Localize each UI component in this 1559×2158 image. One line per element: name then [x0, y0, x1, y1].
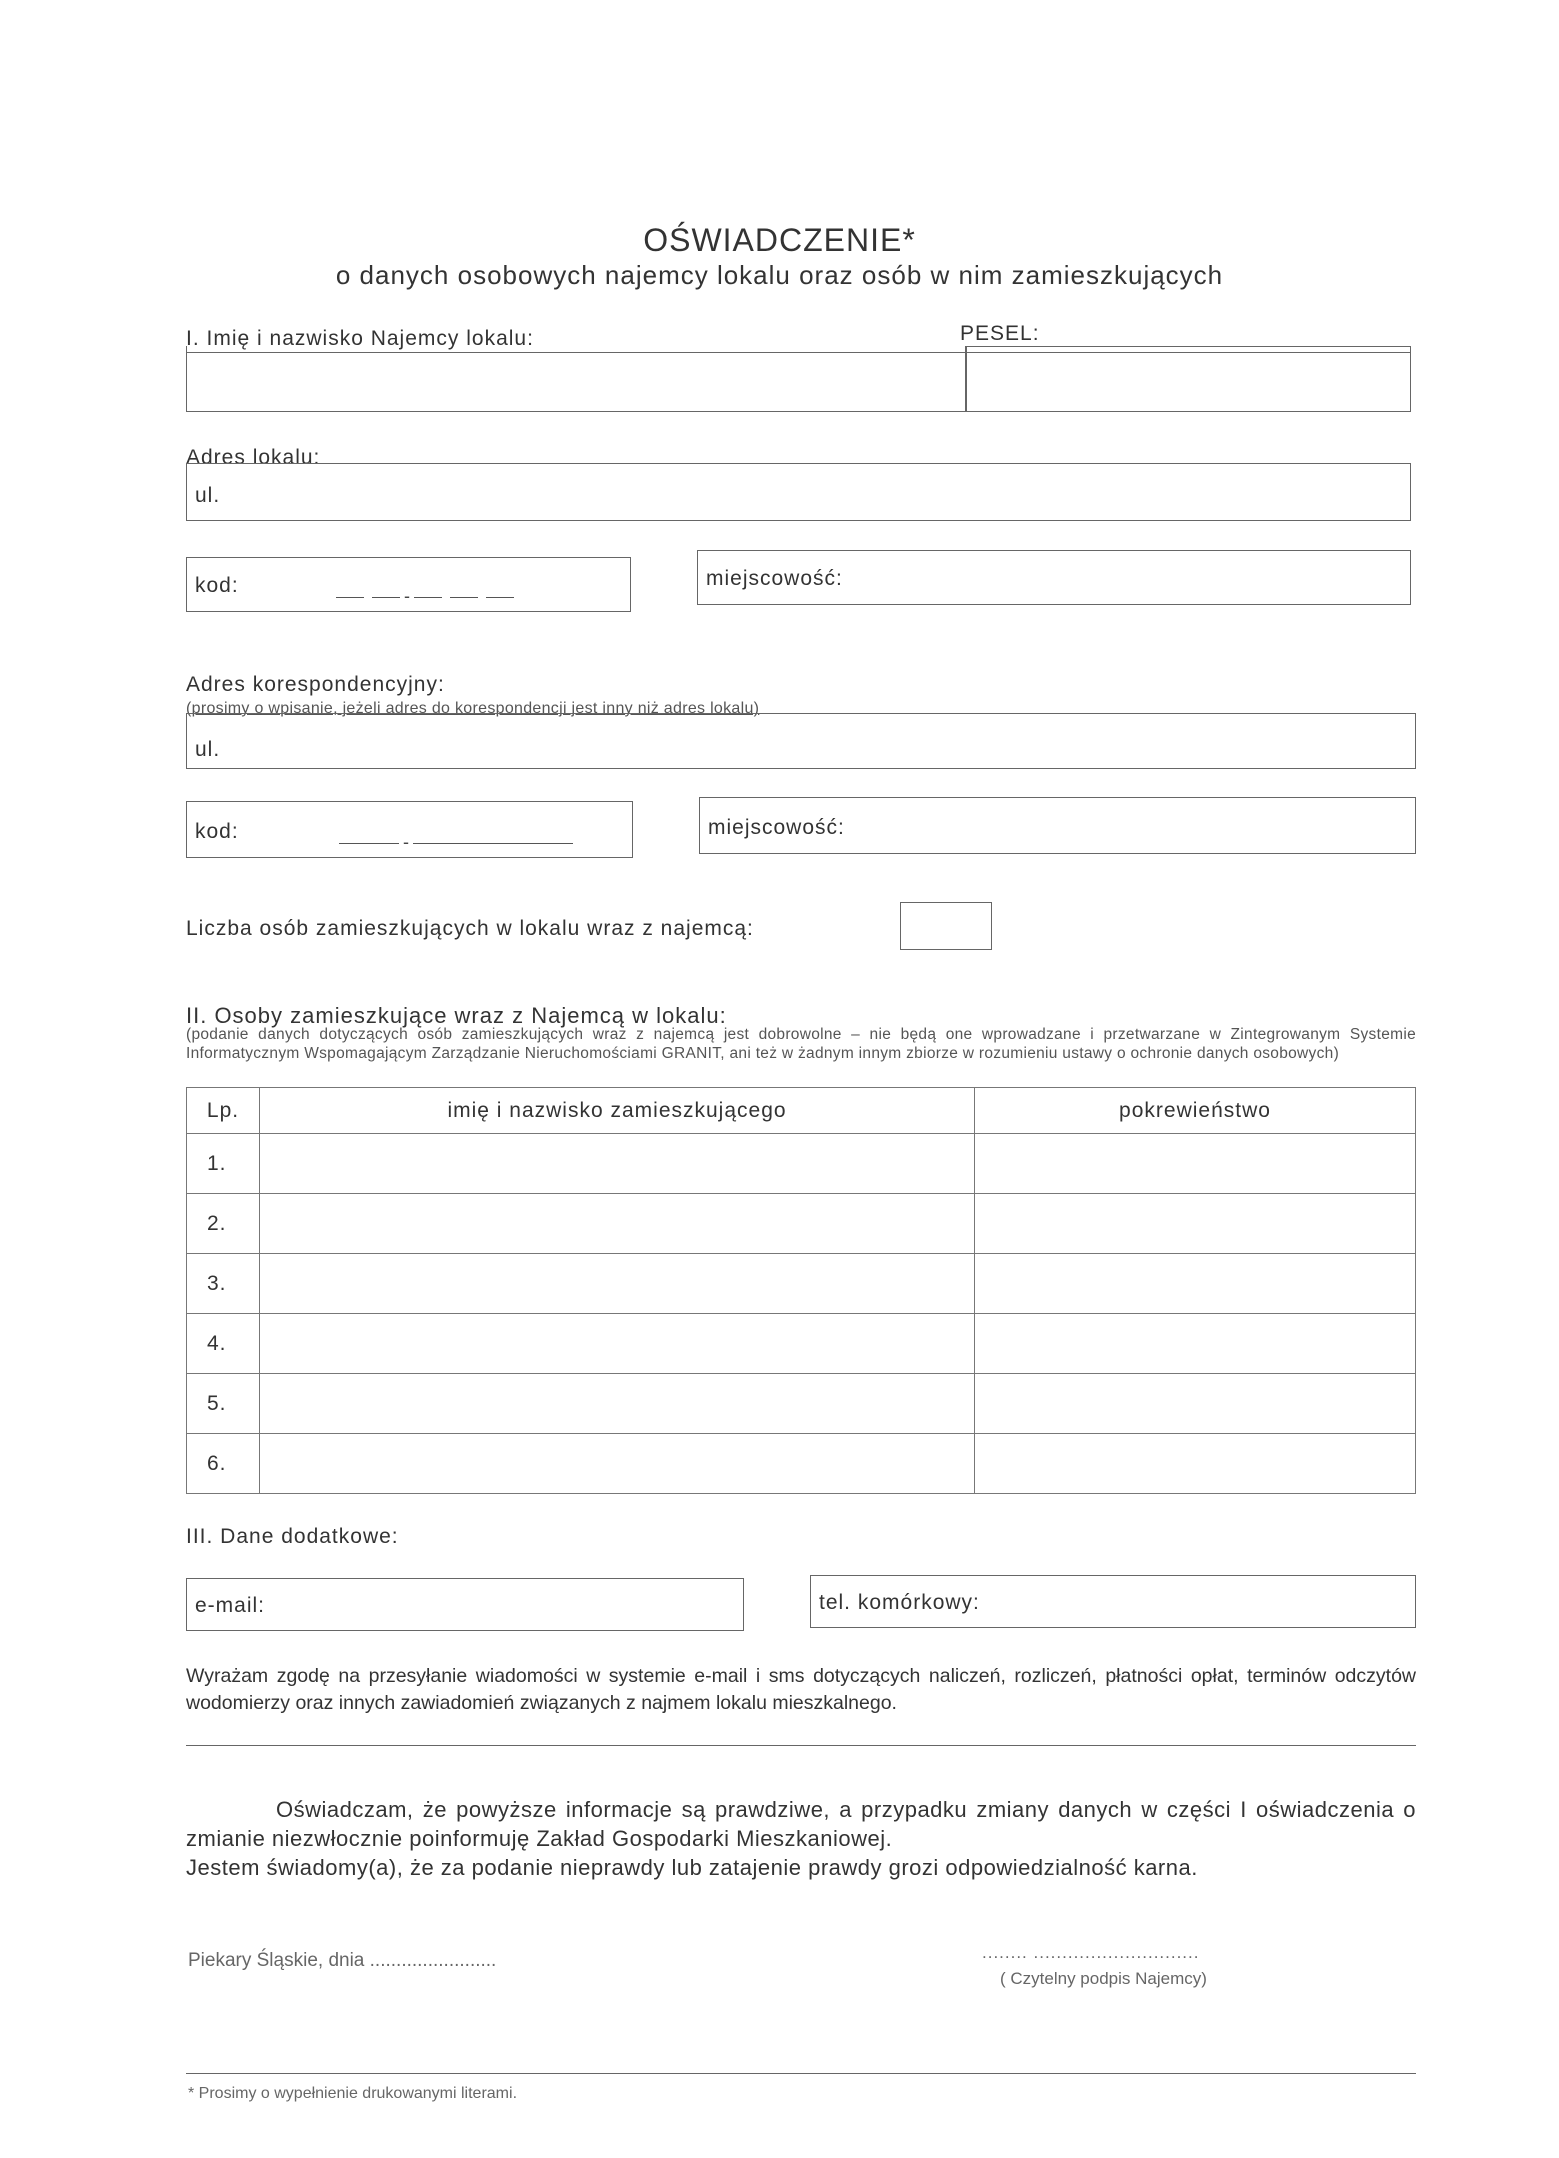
row-lp: 1. — [187, 1134, 260, 1194]
row-relation-cell[interactable] — [975, 1194, 1416, 1254]
phone-field[interactable] — [810, 1575, 1416, 1628]
footnote-divider — [186, 2073, 1416, 2074]
corr-city-field[interactable] — [699, 797, 1416, 854]
street-field[interactable] — [186, 463, 1411, 521]
row-relation-cell[interactable] — [975, 1314, 1416, 1374]
row-name-cell[interactable] — [260, 1194, 975, 1254]
email-field[interactable] — [186, 1578, 744, 1631]
tenant-name-field[interactable] — [186, 346, 966, 412]
tenant-name-label: I. Imię i nazwisko Najemcy lokalu: — [186, 327, 534, 350]
col-header-relation: pokrewieństwo — [975, 1088, 1416, 1134]
consent-divider — [186, 1745, 1416, 1746]
section2-note: (podanie danych dotyczących osób zamieszkujących wraz z najemcą jest dobrowolne – nie będą one wprowadzane i przetwarzane w Zintegrowanym Systemie Informatycznym Wspomagającym Zarządzanie Nieruchomościami GRANIT, ani też w żadnym innym zbiorze w rozumieniu ustawy o ochronie danych osobowych) — [186, 1026, 1416, 1062]
table-row — [187, 1374, 1416, 1434]
place-date[interactable]: Piekary Śląskie, dnia ........................ — [188, 1950, 497, 1971]
row-name-cell[interactable] — [260, 1254, 975, 1314]
document-subtitle: o danych osobowych najemcy lokalu oraz osób w nim zamieszkujących — [335, 260, 1224, 290]
postcode-label: kod: — [195, 574, 239, 597]
col-header-name: imię i nazwisko zamieszkującego — [260, 1088, 975, 1134]
address-label: Adres lokalu: — [186, 446, 321, 469]
corr-postcode-dashes: - — [335, 832, 577, 853]
corr-address-label: Adres korespondencyjny: — [186, 673, 445, 696]
table-row — [187, 1134, 1416, 1194]
phone-label: tel. komórkowy: — [819, 1591, 980, 1614]
occupants-table — [186, 1087, 1416, 1494]
street-label: ul. — [195, 484, 221, 507]
table-header-row — [187, 1088, 1416, 1134]
row-relation-cell[interactable] — [975, 1434, 1416, 1494]
table-row — [187, 1314, 1416, 1374]
pesel-label: PESEL: — [960, 322, 1040, 345]
footnote: * Prosimy o wypełnienie drukowanymi literami. — [188, 2085, 518, 2102]
postcode-field[interactable] — [186, 557, 631, 612]
email-label: e-mail: — [195, 1594, 266, 1617]
section3-heading: III. Dane dodatkowe: — [186, 1525, 399, 1548]
corr-city-label: miejscowość: — [708, 816, 845, 839]
row-lp: 5. — [187, 1374, 260, 1434]
corr-postcode-label: kod: — [195, 820, 239, 843]
row-relation-cell[interactable] — [975, 1254, 1416, 1314]
pesel-field[interactable] — [966, 346, 1411, 412]
row-relation-cell[interactable] — [975, 1134, 1416, 1194]
table-row — [187, 1434, 1416, 1494]
occupants-count-field[interactable] — [900, 902, 992, 950]
row-name-cell[interactable] — [260, 1134, 975, 1194]
city-field[interactable] — [697, 550, 1411, 605]
row-lp: 6. — [187, 1434, 260, 1494]
row-lp: 3. — [187, 1254, 260, 1314]
table-row — [187, 1194, 1416, 1254]
signature-line[interactable]: ........ ............................. — [982, 1943, 1200, 1962]
col-header-lp: Lp. — [187, 1088, 260, 1134]
corr-postcode-field[interactable] — [186, 801, 633, 858]
declaration-text-2: Jestem świadomy(a), że za podanie nieprawdy lub zatajenie prawdy grozi odpowiedzialność karna. — [186, 1855, 1198, 1880]
row-name-cell[interactable] — [260, 1434, 975, 1494]
occupants-count-label: Liczba osób zamieszkujących w lokalu wraz z najemcą: — [186, 917, 754, 940]
row-lp: 4. — [187, 1314, 260, 1374]
corr-address-note: (prosimy o wpisanie, jeżeli adres do korespondencji jest inny niż adres lokalu) — [186, 700, 760, 717]
corr-street-label: ul. — [195, 738, 221, 761]
corr-street-field[interactable] — [186, 713, 1416, 769]
postcode-dashes: - — [332, 586, 518, 607]
row-name-cell[interactable] — [260, 1374, 975, 1434]
section2-heading: II. Osoby zamieszkujące wraz z Najemcą w lokalu: — [186, 1003, 727, 1028]
city-label: miejscowość: — [706, 567, 843, 590]
document-title: OŚWIADCZENIE* — [643, 222, 916, 258]
row-name-cell[interactable] — [260, 1314, 975, 1374]
row-relation-cell[interactable] — [975, 1374, 1416, 1434]
table-row — [187, 1254, 1416, 1314]
consent-text: Wyrażam zgodę na przesyłanie wiadomości w systemie e-mail i sms dotyczących naliczeń, rozliczeń, płatności opłat, terminów odczytów wodomierzy oraz innych zawiadomień związanych z najmem lokalu mieszkalnego. — [186, 1665, 1416, 1714]
declaration-text-1: Oświadczam, że powyższe informacje są prawdziwe, a przypadku zmiany danych w części I oświadczenia o zmianie niezwłocznie poinformuję Zakład Gospodarki Mieszkaniowej. — [186, 1797, 1416, 1851]
signature-caption: ( Czytelny podpis Najemcy) — [1000, 1969, 1207, 1988]
row-lp: 2. — [187, 1194, 260, 1254]
